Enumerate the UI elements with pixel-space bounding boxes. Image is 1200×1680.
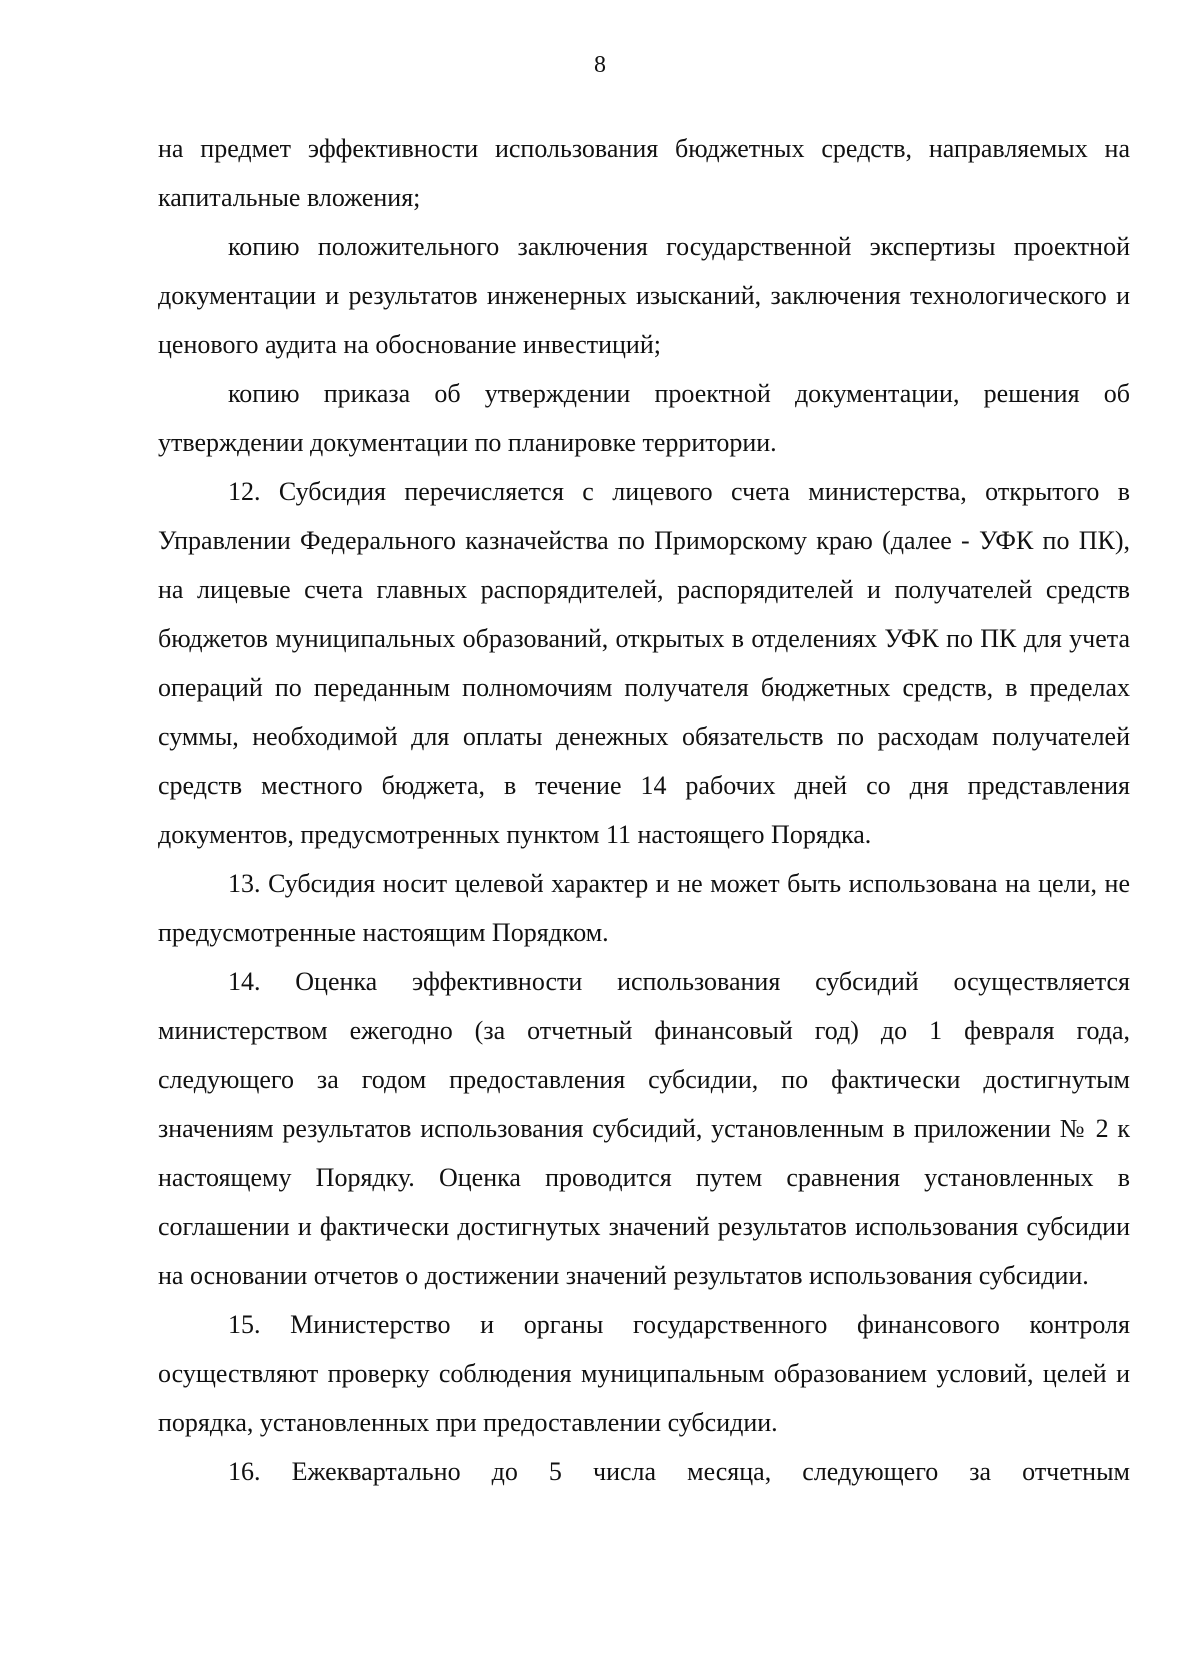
- page-number: 8: [594, 52, 606, 78]
- paragraph-order-copy: копию приказа об утверждении проектной документации, решения об утверждении документации по планировке территории.: [158, 379, 1130, 457]
- paragraph-expertise-copy: копию положительного заключения государственной экспертизы проектной документации и результатов инженерных изысканий, заключения технологического и ценового аудита на обоснование инвестиций;: [158, 232, 1130, 359]
- document-body: [158, 124, 1130, 1496]
- paragraph-item-12: 12. Субсидия перечисляется с лицевого счета министерства, открытого в Управлении Федерального казначейства по Приморскому краю (далее - УФК по ПК), на лицевые счета главных распорядителей, распорядителей и получателей средств бюджетов муниципальных образований, открытых в отделениях УФК по ПК для учета операций по переданным полномочиям получателя бюджетных средств, в пределах суммы, необходимой для оплаты денежных обязательств по расходам получателей средств местного бюджета, в течение 14 рабочих дней со дня представления документов, предусмотренных пунктом 11 настоящего Порядка.: [158, 477, 1130, 849]
- paragraph-item-16: 16. Ежеквартально до 5 числа месяца, следующего за отчетным: [228, 1457, 1130, 1486]
- paragraph-continuation: на предмет эффективности использования бюджетных средств, направляемых на капитальные вложения;: [158, 134, 1130, 212]
- paragraph-item-14: 14. Оценка эффективности использования субсидий осуществляется министерством ежегодно (за отчетный финансовый год) до 1 февраля года, следующего за годом предоставления субсидии, по фактически достигнутым значениям результатов использования субсидий, установленным в приложении № 2 к настоящему Порядку. Оценка проводится путем сравнения установленных в соглашении и фактически достигнутых значений результатов использования субсидии на основании отчетов о достижении значений результатов использования субсидии.: [158, 967, 1130, 1290]
- paragraph-item-15: 15. Министерство и органы государственного финансового контроля осуществляют проверку соблюдения муниципальным образованием условий, целей и порядка, установленных при предоставлении субсидии.: [158, 1310, 1130, 1437]
- paragraph-item-13: 13. Субсидия носит целевой характер и не может быть использована на цели, не предусмотренные настоящим Порядком.: [158, 869, 1130, 947]
